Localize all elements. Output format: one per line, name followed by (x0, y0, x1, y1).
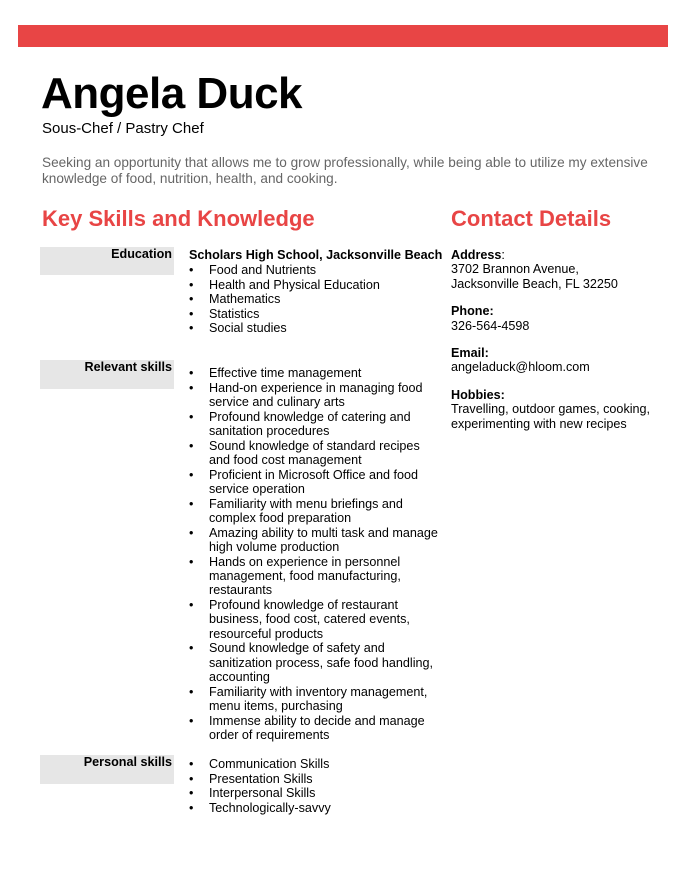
list-item: • Hands on experience in personnel management, food manufacturing, restaurants (189, 555, 439, 598)
list-item: • Mathematics (189, 292, 439, 306)
list-item: • Health and Physical Education (189, 278, 439, 292)
phone-block (451, 304, 651, 333)
list-item: • Immense ability to decide and manage order of requirements (189, 714, 439, 743)
address-line2: Jacksonville Beach, FL 32250 (451, 276, 618, 291)
list-item: • Presentation Skills (189, 772, 439, 786)
relevant-skills-label: Relevant skills (40, 360, 174, 389)
hobbies-block (451, 388, 651, 431)
email-label: Email: (451, 346, 489, 361)
list-item: • Sound knowledge of standard recipes and food cost management (189, 439, 439, 468)
education-label: Education (40, 247, 174, 275)
list-item: • Proficient in Microsoft Office and food service operation (189, 468, 439, 497)
email-block (451, 346, 651, 375)
personal-skills-list (189, 757, 439, 815)
phone-label: Phone: (451, 304, 494, 319)
list-item: • Social studies (189, 321, 439, 335)
list-item: • Familiarity with menu briefings and complex food preparation (189, 497, 439, 526)
contact-heading: Contact Details (451, 206, 612, 231)
candidate-name: Angela Duck (41, 69, 303, 118)
phone-value: 326-564-4598 (451, 318, 530, 333)
list-item: • Amazing ability to multi task and manage high volume production (189, 526, 439, 555)
skills-heading: Key Skills and Knowledge (42, 206, 315, 231)
education-list (189, 263, 439, 336)
address-line1: 3702 Brannon Avenue, (451, 262, 579, 277)
list-item: • Communication Skills (189, 757, 439, 771)
list-item: • Food and Nutrients (189, 263, 439, 277)
list-item: • Profound knowledge of restaurant business, food cost, catered events, resourceful products (189, 598, 439, 641)
list-item: • Familiarity with inventory management, menu items, purchasing (189, 685, 439, 714)
personal-skills-label: Personal skills (40, 755, 174, 784)
list-item: • Hand-on experience in managing food service and culinary arts (189, 381, 439, 410)
list-item: • Sound knowledge of safety and sanitization process, safe food handling, accounting (189, 641, 439, 684)
relevant-skills-list (189, 366, 439, 743)
list-item: • Statistics (189, 307, 439, 321)
email-value[interactable]: angeladuck@hloom.com (451, 360, 590, 375)
address-label: Address (451, 248, 502, 262)
list-item: • Technologically-savvy (189, 801, 439, 815)
school-name: Scholars High School, Jacksonville Beach (189, 248, 443, 262)
list-item: • Effective time management (189, 366, 439, 380)
objective-text: Seeking an opportunity that allows me to grow professionally, while being able to utilize my extensive knowledge of food, nutrition, health, and cooking. (42, 155, 648, 186)
hobbies-value: Travelling, outdoor games, cooking, experimenting with new recipes (451, 402, 651, 431)
list-item: • Interpersonal Skills (189, 786, 439, 800)
accent-bar (18, 25, 668, 47)
address-block: Address: 3702 Brannon Avenue, Jacksonville Beach, FL 32250 (451, 248, 651, 291)
list-item: • Profound knowledge of catering and sanitation procedures (189, 410, 439, 439)
hobbies-label: Hobbies: (451, 387, 505, 402)
job-title: Sous-Chef / Pastry Chef (42, 120, 204, 137)
contact-details (451, 248, 651, 444)
